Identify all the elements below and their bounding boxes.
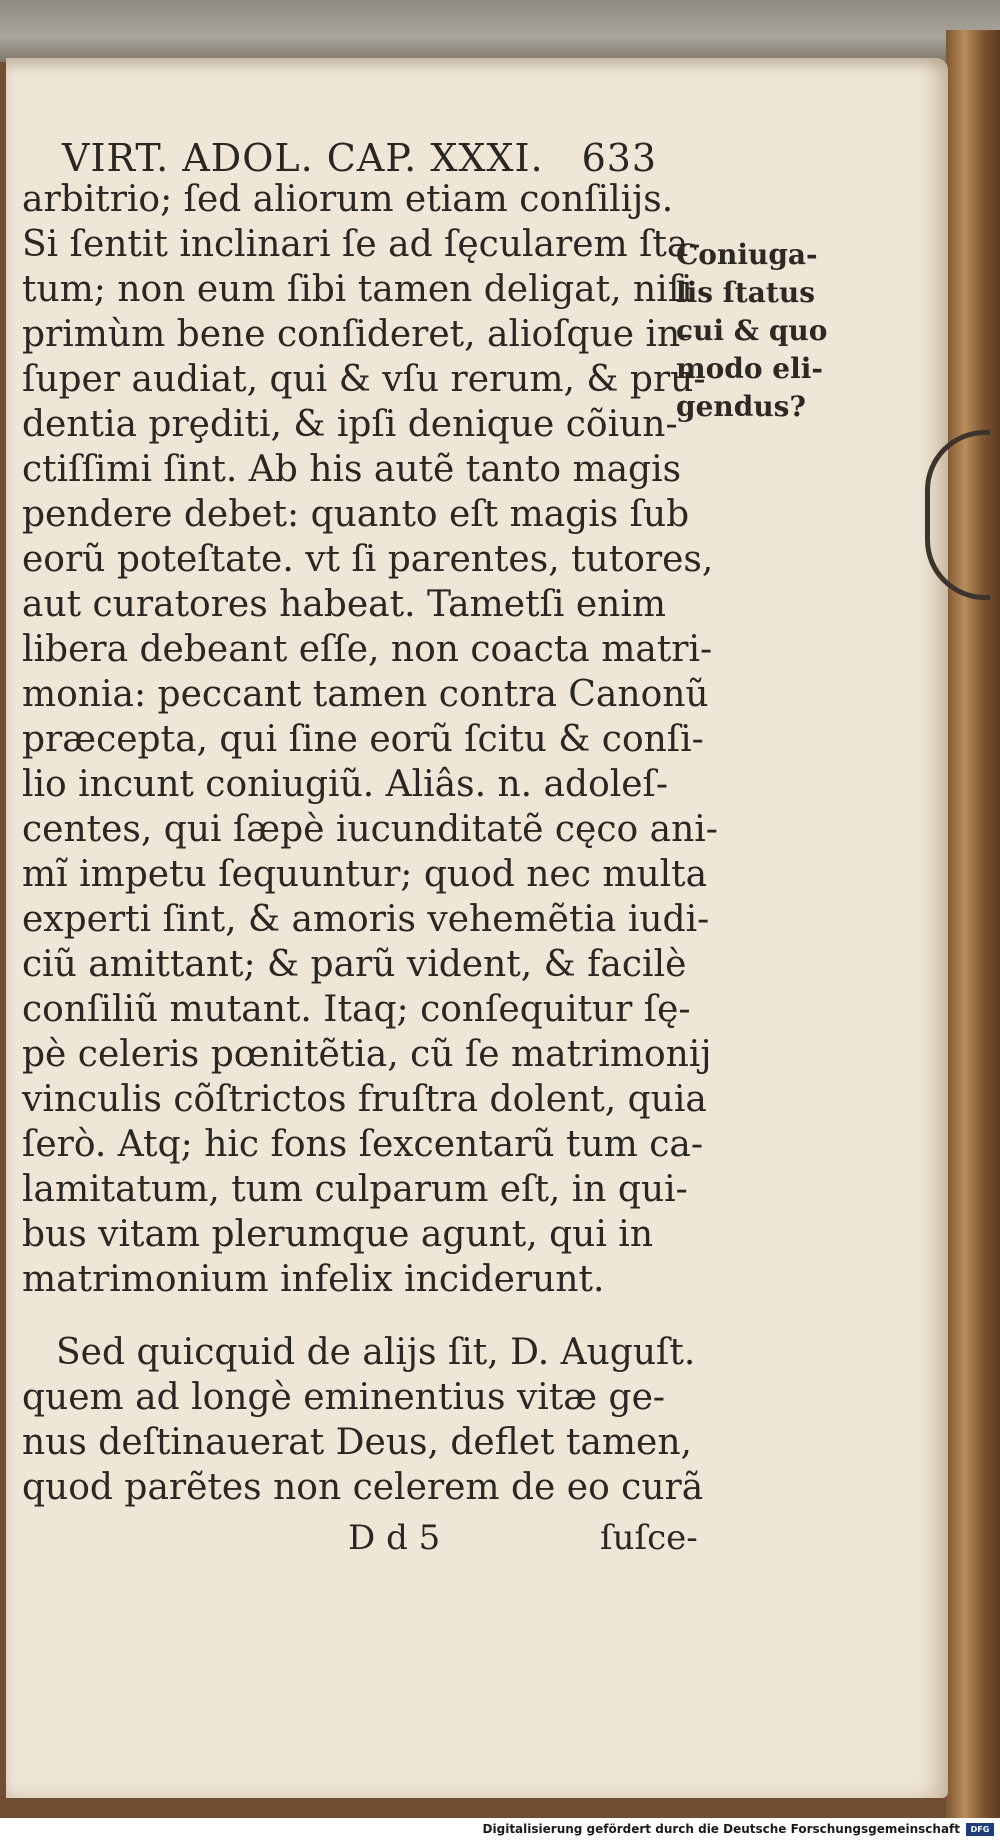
marginal-note-line: gendus? [676, 390, 806, 423]
text-line: lio incunt coniugiũ. Aliâs. n. adoleſ- [22, 764, 669, 805]
text-line: quem ad longè eminentius vitæ ge- [22, 1377, 666, 1418]
text-line: dentia prȩditi, & ipſi denique cõiun- [22, 404, 678, 445]
marginal-note-line: cui & quo [676, 314, 828, 347]
catchword: ſuſce- [600, 1518, 698, 1558]
text-line: centes, qui ſæpè iucunditatẽ cęco ani- [22, 809, 718, 850]
text-line: ciũ amittant; & parũ vident, & facilè [22, 944, 687, 985]
text-line: arbitrio; ſed aliorum etiam conſilijs. [22, 179, 674, 220]
text-line: tum; non eum ſibi tamen deligat, niſi [22, 269, 693, 310]
text-line: aut curatores habeat. Tametſi enim [22, 584, 666, 625]
text-line: Sed quicquid de alijs ſit, D. Auguſt. [56, 1332, 696, 1373]
text-line: vinculis cõſtrictos fruſtra dolent, quia [22, 1079, 707, 1120]
text-line: eorũ poteſtate. vt ſi parentes, tutores, [22, 539, 714, 580]
text-line: matrimonium infelix inciderunt. [22, 1259, 605, 1300]
marginal-note-line: Coniuga- [676, 238, 818, 271]
running-header [62, 138, 657, 178]
text-line: ſerò. Atq; hic fons ſexcentarũ tum ca- [22, 1124, 703, 1165]
text-line: ſuper audiat, qui & vſu rerum, & pru- [22, 359, 706, 400]
text-line: primùm bene conſideret, alioſque in- [22, 314, 693, 355]
text-line: lamitatum, tum culparum eſt, in qui- [22, 1169, 688, 1210]
marginal-note-line: modo eli- [676, 352, 824, 385]
page-number: 633 [581, 136, 658, 180]
text-line: pè celeris pœnitẽtia, cũ ſe matrimonij [22, 1034, 712, 1075]
text-line: Si ſentit inclinari ſe ad ſęcularem ſta- [22, 224, 701, 265]
text-line: quod parẽtes non celerem de eo curã [22, 1467, 704, 1508]
dfg-logo: DFG [966, 1823, 994, 1836]
running-title: VIRT. ADOL. CAP. XXXI. [62, 136, 544, 180]
text-line: pendere debet: quanto eſt magis ſub [22, 494, 690, 535]
text-line: mĩ impetu ſequuntur; quod nec multa [22, 854, 708, 895]
text-line: experti ſint, & amoris vehemẽtia iudi- [22, 899, 710, 940]
funding-credit: Digitalisierung gefördert durch die Deutsche Forschungsgemeinschaft [482, 1822, 960, 1836]
text-line: libera debeant eſſe, non coacta matri- [22, 629, 713, 670]
text-line: bus vitam plerumque agunt, qui in [22, 1214, 654, 1255]
text-line: ctiſſimi ſint. Ab his autẽ tanto magis [22, 449, 682, 490]
text-line: conſiliũ mutant. Itaq; conſequitur ſę- [22, 989, 691, 1030]
book-cover-right-edge [946, 30, 1000, 1818]
book-cover-top-edge [0, 0, 1000, 62]
marginal-note-line: lis ſtatus [676, 276, 815, 309]
text-line: nus deſtinauerat Deus, deflet tamen, [22, 1422, 692, 1463]
digitization-footer [0, 1818, 1000, 1841]
text-line: præcepta, qui ſine eorũ ſcitu & conſi- [22, 719, 704, 760]
text-line: monia: peccant tamen contra Canonũ [22, 674, 709, 715]
signature-mark: D d 5 [348, 1518, 441, 1558]
